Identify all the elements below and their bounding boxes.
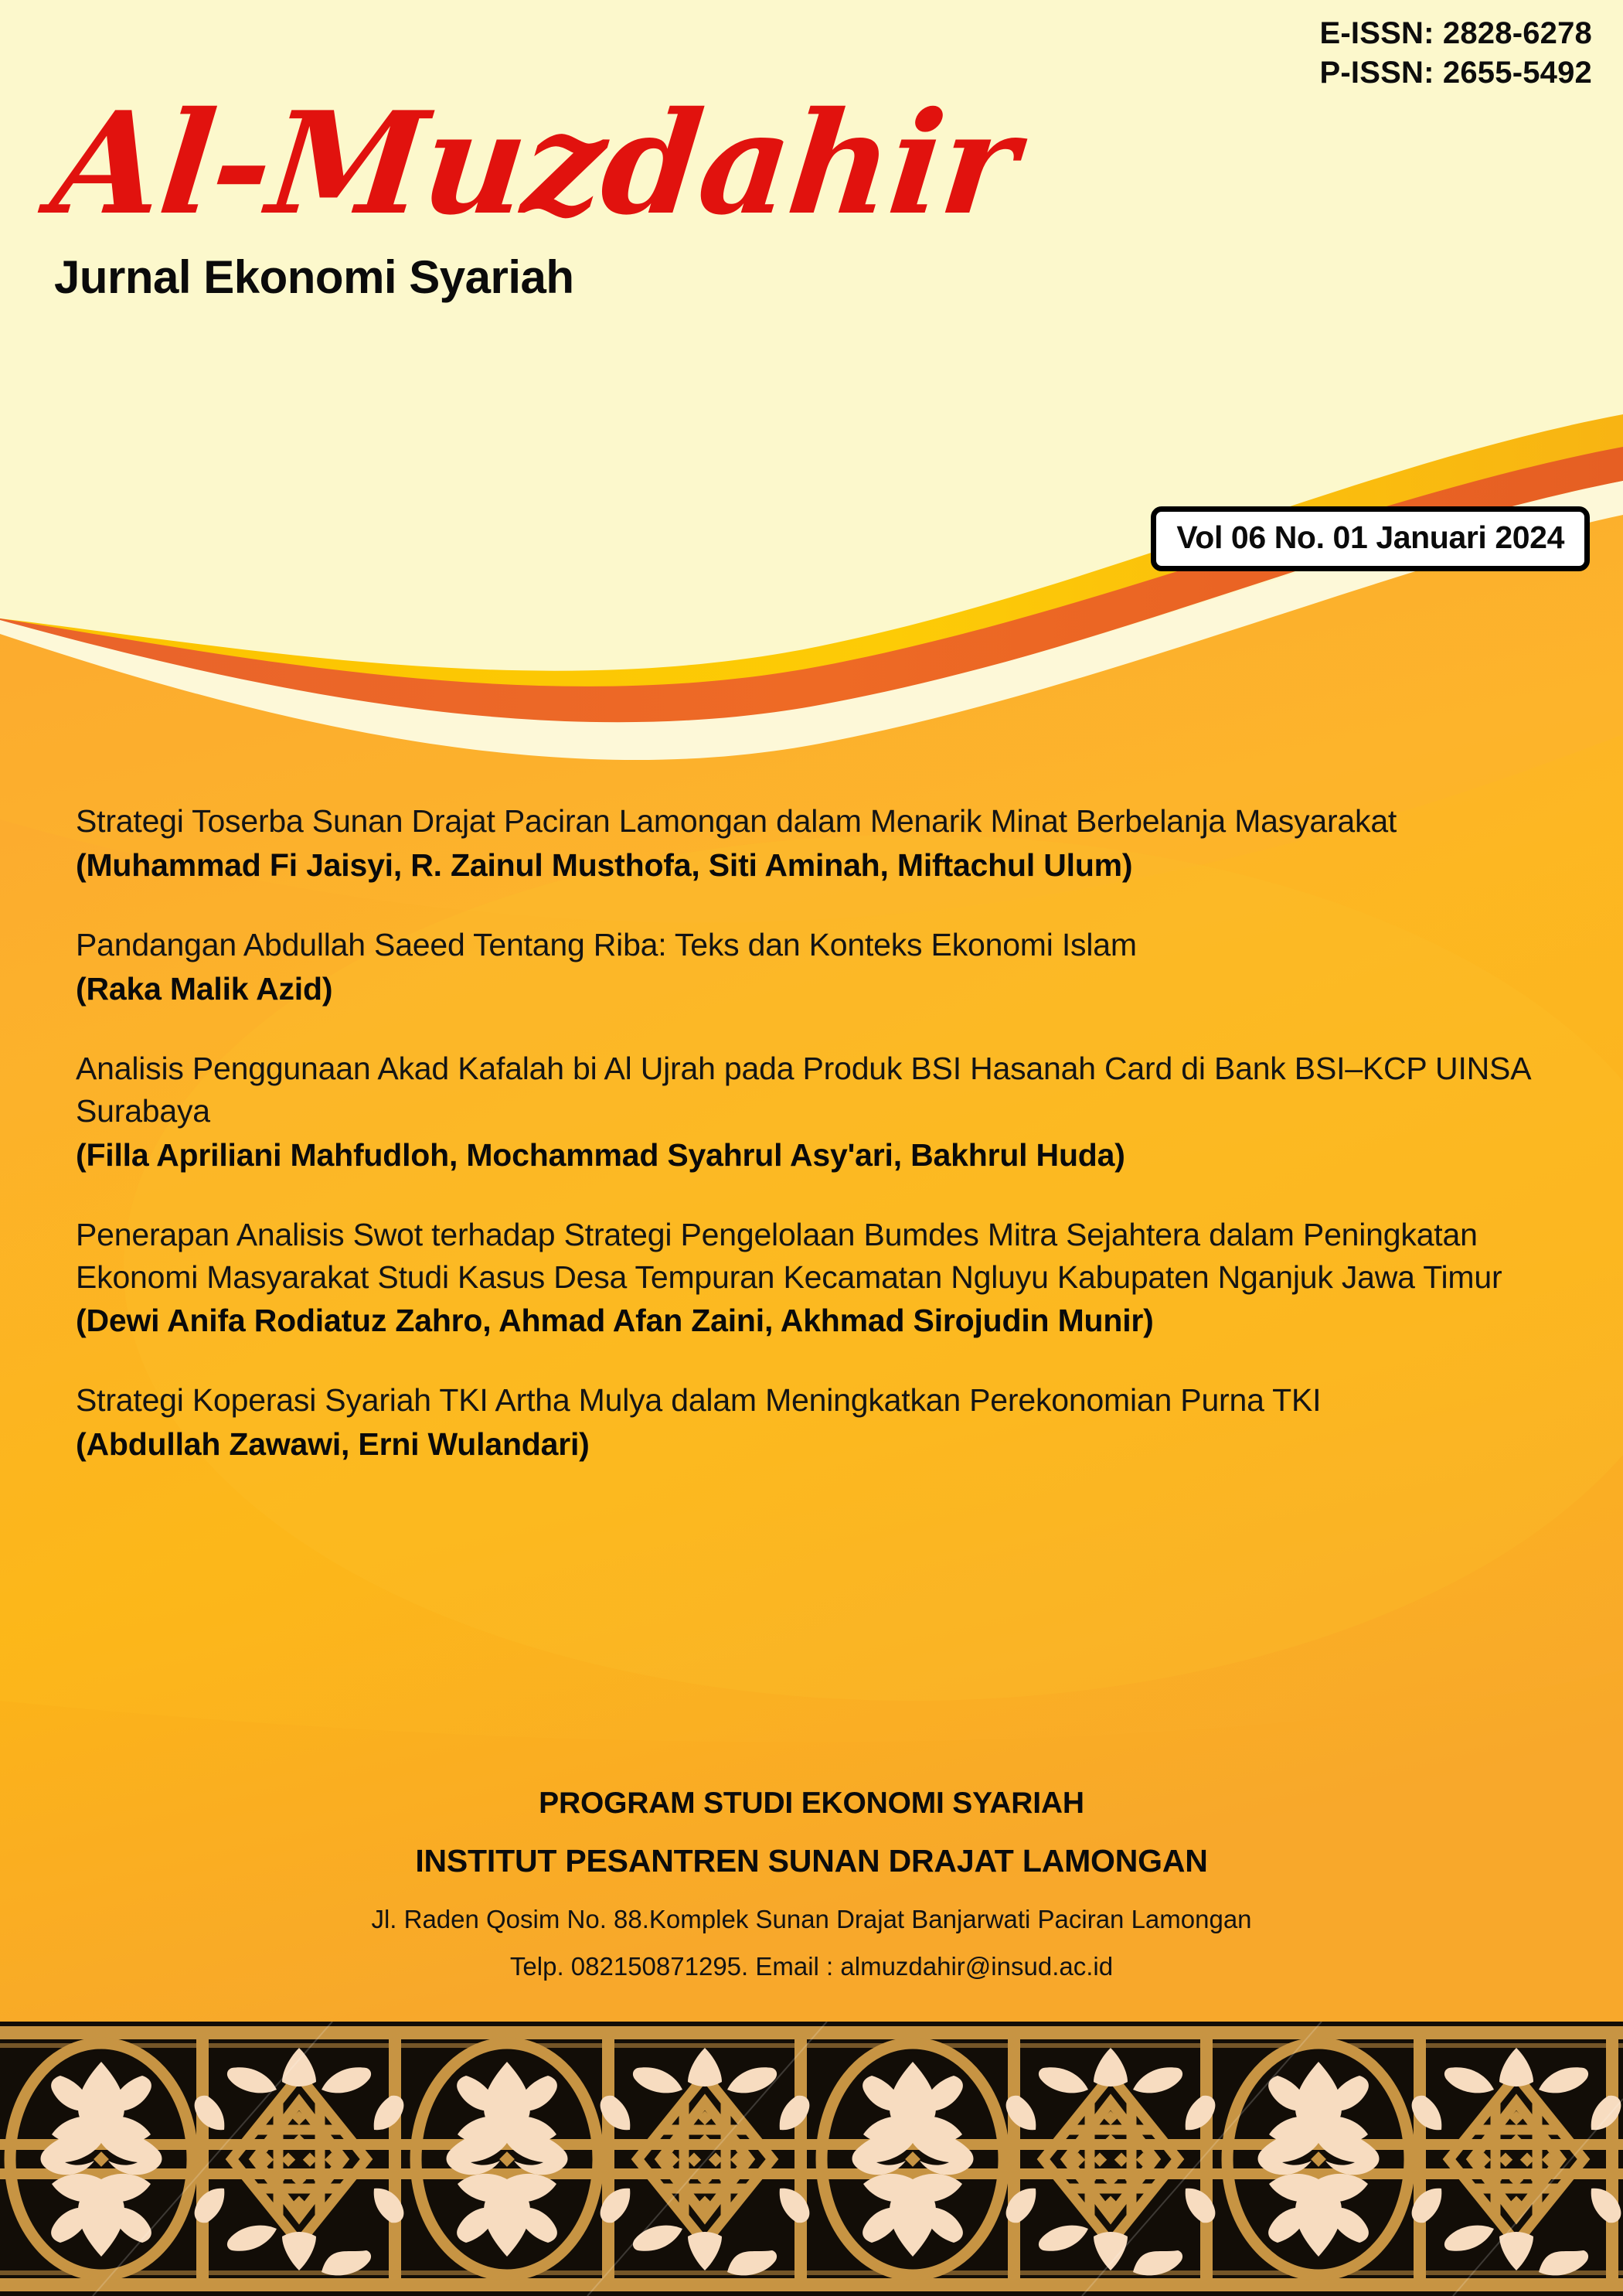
journal-title: Al-Muzdahir [45, 80, 1024, 246]
article-entry [76, 800, 1544, 887]
article-list [76, 800, 1544, 1466]
article-title: Penerapan Analisis Swot terhadap Strategi Pengelolaan Bumdes Mitra Sejahtera dalam Peningkatan Ekonomi Masyarakat Studi Kasus Desa Tempuran Kecamatan Ngluyu Kabupaten Nganjuk Jawa Timur [76, 1216, 1502, 1295]
issn-block [1320, 14, 1592, 93]
article-authors: (Dewi Anifa Rodiatuz Zahro, Ahmad Afan Zaini, Akhmad Sirojudin Munir) [76, 1303, 1154, 1339]
publisher-block [0, 1786, 1623, 1982]
article-title: Strategi Toserba Sunan Drajat Paciran Lamongan dalam Menarik Minat Berbelanja Masyarakat [76, 803, 1397, 839]
eissn-text: E-ISSN: 2828-6278 [1319, 16, 1592, 50]
article-entry [76, 924, 1544, 1010]
article-title: Pandangan Abdullah Saeed Tentang Riba: Teks dan Konteks Ekonomi Islam [76, 926, 1137, 962]
publisher-address: Jl. Raden Qosim No. 88.Komplek Sunan Drajat Banjarwati Paciran Lamongan [371, 1904, 1252, 1933]
article-entry [76, 1048, 1544, 1177]
article-authors: (Raka Malik Azid) [76, 970, 333, 1007]
masthead [45, 80, 1024, 304]
article-entry [76, 1214, 1544, 1343]
ornament-tiles [0, 2022, 1623, 2296]
article-authors: (Abdullah Zawawi, Erni Wulandari) [76, 1426, 590, 1463]
article-title: Analisis Penggunaan Akad Kafalah bi Al Ujrah pada Produk BSI Hasanah Card di Bank BSI–KCP UINSA Surabaya [76, 1050, 1530, 1129]
publisher-program: PROGRAM STUDI EKONOMI SYARIAH [539, 1787, 1084, 1820]
pissn-text: P-ISSN: 2655-5492 [1319, 56, 1592, 90]
article-entry [76, 1379, 1544, 1466]
article-authors: (Muhammad Fi Jaisyi, R. Zainul Musthofa, Siti Aminah, Miftachul Ulum) [76, 847, 1133, 883]
volume-issue-label: Vol 06 No. 01 Januari 2024 [1176, 519, 1564, 555]
journal-subtitle: Jurnal Ekonomi Syariah [54, 251, 574, 303]
publisher-contact: Telp. 082150871295. Email : almuzdahir@insud.ac.id [509, 1952, 1114, 1981]
publisher-institute: INSTITUT PESANTREN SUNAN DRAJAT LAMONGAN [415, 1842, 1208, 1879]
article-authors: (Filla Apriliani Mahfudloh, Mochammad Syahrul Asy'ari, Bakhrul Huda) [76, 1136, 1125, 1173]
volume-issue-badge [1151, 506, 1590, 571]
article-title: Strategi Koperasi Syariah TKI Artha Mulya dalam Meningkatkan Perekonomian Purna TKI [76, 1382, 1322, 1419]
islamic-arabesque-border [0, 2022, 1623, 2296]
